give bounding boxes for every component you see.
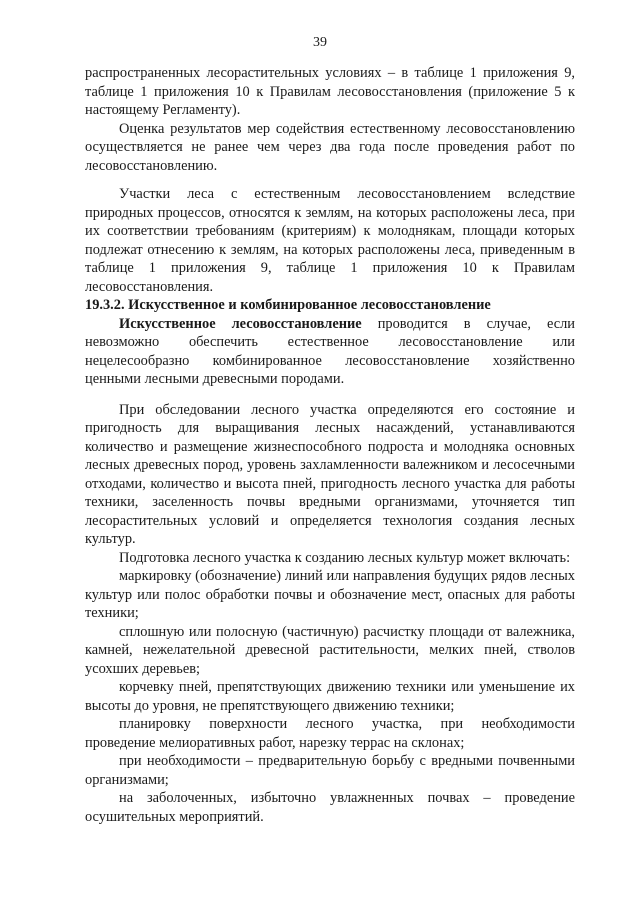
paragraph-preparation-intro: Подготовка лесного участка к созданию лесных культур может включать: <box>119 549 571 566</box>
paragraph-assessment: Оценка результатов мер содействия естественному лесовосстановлению осуществляется не ранее чем через два года после проведения работ по лесовосстановлению. <box>85 120 575 174</box>
paragraph-continuation: распространенных лесорастительных условиях – в таблице 1 приложения 9, таблице 1 приложения 10 к Правилам лесовосстановления (приложение 5 к настоящему Регламенту). <box>85 65 575 118</box>
page-number: 39 <box>313 35 327 50</box>
preparation-item: маркировку (обозначение) линий или направления будущих рядов лесных культур или полос обработки почвы и обозначение мест, опасных для работы техники; <box>85 568 575 621</box>
paragraph-artificial-regeneration <box>85 315 575 389</box>
paragraph-natural-regeneration: Участки леса с естественным лесовосстановлением вследствие природных процессов, относятся к землям, на которых расположены леса, при их соответствии требованиям (критериям) к молоднякам, площади которых подлежат отнесению к землям, на которых расположены леса, приведенным в таблице 1 приложения 9, таблице 1 приложения 10 к Правилам лесовосстановления. <box>85 186 575 295</box>
paragraph-inspection: При обследовании лесного участка определяются его состояние и пригодность для выращивания лесных насаждений, устанавливаются количество и размещение жизнеспособного подроста и молодняка основных лесных древесных пород, уровень захламленности валежником и лесосечными отходами, количество и высота пней, пригодность лесного участка для работы техники, заселенность почвы вредными организмами, уточняется тип лесорастительных условий и определяется технология создания лесных культур. <box>85 401 575 547</box>
document-body <box>85 64 575 826</box>
lead-rest: проводится в случае, если невозможно обеспечить естественное лесовосстановление или нецелесообразно комбинированное лесовосстановление хозяйственно ценными лесными древесными породами. <box>85 315 575 387</box>
preparation-item: корчевку пней, препятствующих движению техники или уменьшение их высоты до уровня, не препятствующего движению техники; <box>85 679 575 714</box>
section-heading: 19.3.2. Искусственное и комбинированное лесовосстановление <box>85 297 491 313</box>
preparation-item: на заболоченных, избыточно увлажненных почвах – проведение осушительных мероприятий. <box>85 790 575 825</box>
preparation-item: сплошную или полосную (частичную) расчистку площади от валежника, камней, нежелательной древесной растительности, мелких пней, стволов усохших деревьев; <box>85 623 575 677</box>
preparation-item: планировку поверхности лесного участка, при необходимости проведение мелиоративных работ, нарезку террас на склонах; <box>85 716 575 751</box>
lead-term: Искусственное лесовосстановление <box>119 315 362 332</box>
preparation-item: при необходимости – предварительную борьбу с вредными почвенными организмами; <box>85 753 575 788</box>
